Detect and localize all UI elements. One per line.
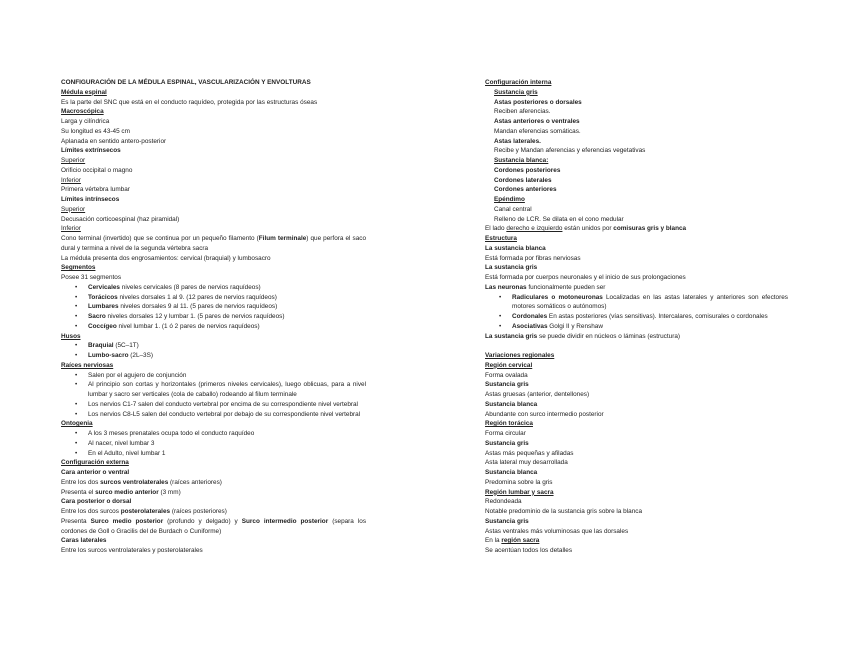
left-column	[61, 78, 366, 556]
text-run: Sustancia blanca	[485, 469, 538, 476]
text-run: Variaciones regionales	[485, 352, 555, 359]
text-run: La sustancia gris	[485, 264, 538, 272]
text-run: Filum terminale	[258, 235, 307, 242]
text-run: niveles dorsales 12 y lumbar 1. (5 pares de nervios raquídeos)	[105, 313, 285, 320]
text-run: Radiculares o motoneuronas	[512, 293, 603, 301]
text-run: (2L–3S)	[128, 352, 153, 359]
text-run: nivel lumbar 1. (1 ó 2 pares de nervios raquídeos)	[116, 322, 260, 330]
text-run: Asta lateral muy desarrollada	[485, 459, 568, 467]
text-line	[485, 478, 788, 488]
text-line	[485, 361, 788, 371]
text-line	[485, 254, 788, 264]
text-run: Es la parte del SNC que está en el conducto raquídeo, protegida por las estructuras óseas	[61, 98, 318, 106]
text-run: Entre los dos	[61, 478, 101, 486]
blank-line	[485, 341, 788, 351]
text-run: Astas anteriores o ventrales	[494, 118, 580, 125]
bullet-item	[61, 380, 366, 400]
text-run: En astas posteriores (vías sensitivas). Intercalares, comisurales o cordonales	[547, 313, 768, 320]
text-line	[61, 332, 366, 342]
text-line	[61, 458, 366, 468]
text-run: Relleno de LCR. Se dilata en el cono medular	[494, 215, 624, 223]
text-run: (profundo y delgado) y	[163, 517, 242, 525]
text-run: Macroscópica	[61, 108, 104, 116]
text-run: Sustancia gris	[485, 381, 529, 389]
text-run: Mandan eferencias somáticas.	[494, 127, 581, 135]
text-run: Epéndimo	[494, 196, 525, 203]
text-run: Surco intermedio posterior	[241, 517, 329, 525]
text-line	[485, 137, 788, 147]
bullet-item	[485, 293, 788, 313]
text-run: Configuración interna	[485, 79, 552, 86]
text-line	[485, 263, 788, 273]
bullet-item	[61, 410, 366, 420]
text-line	[485, 410, 788, 420]
text-run: Sacro	[88, 313, 106, 320]
right-column	[485, 78, 788, 556]
text-line	[485, 332, 788, 342]
text-run: Golgi II y Renshaw	[547, 322, 603, 330]
text-run: A los 3 meses prenatales ocupa todo el conducto raquídeo	[88, 430, 255, 437]
text-line	[485, 273, 788, 283]
text-run: Astas laterales.	[494, 137, 541, 145]
text-line	[485, 146, 788, 156]
text-line	[61, 215, 366, 225]
text-line	[485, 127, 788, 137]
text-run: La sustancia gris	[485, 332, 538, 340]
text-run: Límites intrínsecos	[61, 196, 120, 203]
text-line	[485, 400, 788, 410]
text-line	[485, 215, 788, 225]
text-run: Posee 31 segmentos	[61, 274, 122, 281]
text-line	[61, 478, 366, 488]
text-run: En el Adulto, nivel lumbar 1	[88, 449, 166, 457]
text-run: Forma circular	[485, 430, 526, 437]
text-line	[61, 137, 366, 147]
text-line	[485, 497, 788, 507]
text-run: Surco medio posterior	[90, 517, 164, 525]
text-run: Astas gruesas (anterior, dentellones)	[485, 391, 590, 398]
text-run: Los nervios C8-L5 salen del conducto vertebral por debajo de su correspondiente nivel vertebral	[88, 410, 361, 418]
text-line	[485, 185, 788, 195]
bullet-item	[61, 341, 366, 351]
text-line	[61, 517, 366, 537]
text-line	[61, 185, 366, 195]
text-line	[61, 205, 366, 215]
text-line	[485, 234, 788, 244]
text-line	[485, 458, 788, 468]
text-line	[61, 507, 366, 517]
text-run: Raíces nerviosas	[61, 361, 114, 369]
text-run: niveles dorsales 9 al 11. (5 pares de nervios raquídeos)	[118, 303, 278, 311]
text-line	[485, 98, 788, 108]
text-run: (raíces anteriores)	[168, 478, 222, 486]
text-line	[61, 224, 366, 234]
text-line	[61, 127, 366, 137]
text-run: Inferior	[61, 176, 81, 184]
text-run: posterolaterales	[120, 508, 171, 515]
text-run: Recibe y Mandan aferencias y eferencias vegetativas	[494, 147, 646, 155]
text-run: El lado	[485, 225, 507, 233]
text-run: Torácicos	[88, 293, 118, 301]
text-line	[485, 546, 788, 556]
text-run: Está formada por fibras nerviosas	[485, 254, 581, 262]
text-line	[61, 195, 366, 205]
text-run: Médula espinal	[61, 88, 107, 96]
text-run: Su longitud es 43-45 cm	[61, 127, 130, 135]
text-run: Larga y cilíndrica	[61, 118, 110, 125]
text-line	[485, 205, 788, 215]
text-run: (separa los cordones de Goll o Gracilis del de Burdach o Cuniforme)	[61, 517, 367, 535]
bullet-item	[61, 371, 366, 381]
text-line	[61, 419, 366, 429]
bullet-item	[61, 293, 366, 303]
text-run: ) que perfora el saco dural y termina a nivel de la segunda vértebra sacra	[61, 235, 367, 252]
text-line	[485, 468, 788, 478]
text-line	[485, 244, 788, 254]
text-line	[485, 371, 788, 381]
text-line	[485, 429, 788, 439]
text-run: Canal central	[494, 205, 532, 213]
text-run: CONFIGURACIÓN DE LA MÉDULA ESPINAL, VASCULARIZACIÓN Y ENVOLTURAS	[61, 79, 311, 86]
text-line	[485, 507, 788, 517]
text-run: Sustancia blanca	[485, 400, 538, 408]
text-line	[61, 146, 366, 156]
text-run: Redondeada	[485, 498, 522, 506]
text-line	[485, 224, 788, 234]
text-run: Los nervios C1-7 salen del conducto vertebral por encima de su correspondiente nivel vertebral	[88, 400, 358, 408]
text-run: Inferior	[61, 225, 81, 233]
text-line	[485, 527, 788, 537]
bullet-item	[61, 302, 366, 312]
text-run: Astas posteriores o dorsales	[494, 98, 582, 106]
text-line	[61, 254, 366, 264]
text-run: Abundante con surco intermedio posterior	[485, 410, 604, 418]
text-line	[485, 195, 788, 205]
text-run: Reciben aferencias.	[494, 108, 551, 116]
text-line	[485, 449, 788, 459]
text-run: (raíces posteriores)	[170, 508, 227, 515]
text-run: Coccígeo	[88, 322, 117, 330]
text-run: Está formada por cuerpos neuronales y el inicio de sus prolongaciones	[485, 274, 686, 281]
text-line	[485, 156, 788, 166]
text-run: Lumbo-sacro	[88, 352, 129, 359]
text-run: Forma ovalada	[485, 371, 528, 379]
text-line	[61, 176, 366, 186]
text-run: Las neuronas	[485, 283, 527, 291]
text-line	[485, 166, 788, 176]
text-run: Astas ventrales más voluminosas que las dorsales	[485, 527, 629, 535]
text-run: surco medio anterior	[95, 488, 159, 496]
text-run: Configuración externa	[61, 459, 129, 467]
text-run: Astas más pequeñas y afiladas	[485, 449, 574, 457]
text-run: Región torácica	[485, 420, 533, 428]
text-run: surcos ventrolaterales	[100, 478, 169, 486]
text-run: Segmentos	[61, 264, 96, 272]
text-line	[485, 419, 788, 429]
bullet-item	[61, 429, 366, 439]
text-run: Cara posterior o dorsal	[61, 498, 132, 506]
text-line	[61, 117, 366, 127]
text-run: están unidos por	[562, 225, 614, 233]
text-line	[61, 361, 366, 371]
text-run: Sustancia gris	[494, 88, 538, 96]
text-run: Lumbares	[88, 303, 119, 311]
text-run: Sustancia gris	[485, 517, 529, 525]
text-line	[485, 351, 788, 361]
text-run: Superior	[61, 205, 86, 213]
text-line	[61, 166, 366, 176]
text-run: Primera vértebra lumbar	[61, 186, 130, 194]
text-run: Cara anterior o ventral	[61, 469, 130, 476]
text-run: Entre los surcos ventrolaterales y posterolaterales	[61, 547, 203, 554]
text-run: (5C–1T)	[113, 342, 139, 350]
text-run: Al principio son cortas y horizontales (primeros niveles cervicales), luego oblicuas, para a nivel lumbar y sacro ser verticales (cola de caballo) rodeando al filum terminale	[88, 381, 366, 398]
bullet-item	[61, 439, 366, 449]
text-line	[61, 98, 366, 108]
bullet-item	[61, 351, 366, 361]
text-run: Estructura	[485, 235, 517, 242]
text-run: Braquial	[88, 342, 114, 350]
text-line	[485, 517, 788, 527]
text-run: En la	[485, 537, 502, 545]
text-run: funcionalmente pueden ser	[526, 283, 606, 291]
bullet-item	[61, 322, 366, 332]
text-run: Decusación corticoespinal (haz piramidal)	[61, 215, 180, 223]
text-run: región sacra	[501, 537, 540, 545]
text-run: Cono terminal (invertido) que se continua por un pequeño filamento (	[61, 235, 259, 242]
bullet-item	[61, 283, 366, 293]
text-run: Salen por el agujero de conjunción	[88, 371, 187, 379]
text-run: niveles cervicales (8 pares de nervios raquídeos)	[119, 283, 261, 291]
text-line	[61, 536, 366, 546]
text-run: Cervicales	[88, 283, 120, 291]
text-line	[61, 234, 366, 254]
text-run: Región cervical	[485, 361, 533, 369]
text-run: Entre los dos surcos	[61, 508, 121, 515]
text-run: Región lumbar y sacra	[485, 488, 554, 496]
text-run: Cordones posteriores	[494, 166, 561, 174]
text-run: Presenta el	[61, 488, 96, 496]
text-run: Ontogenia	[61, 420, 93, 428]
bullet-item	[485, 322, 788, 332]
text-run: La médula presenta dos engrosamientos: cervical (braquial) y lumbosacro	[61, 254, 271, 262]
text-run: Presenta	[61, 517, 91, 525]
text-run: Cordones anteriores	[494, 186, 557, 194]
text-run: Localizadas en las astas laterales y anteriores son efectores motores somáticos o autónomos)	[512, 293, 788, 311]
text-run: Asociativas	[512, 322, 548, 330]
text-run: Se acentúan todos los detalles	[485, 547, 573, 554]
text-run: Cordones laterales	[494, 176, 552, 184]
text-run: Cordonales	[512, 313, 548, 320]
bullet-item	[61, 312, 366, 322]
text-line	[485, 283, 788, 293]
text-line	[61, 88, 366, 98]
text-run: Al nacer, nivel lumbar 3	[88, 439, 155, 447]
bullet-item	[61, 400, 366, 410]
text-line	[485, 107, 788, 117]
text-run: derecho e izquierdo	[506, 225, 563, 233]
text-run: Predomina sobre la gris	[485, 478, 553, 486]
text-line	[61, 156, 366, 166]
text-line	[485, 380, 788, 390]
text-run: Sustancia blanca:	[494, 157, 549, 164]
text-run: Superior	[61, 157, 86, 164]
text-line	[485, 176, 788, 186]
text-line	[61, 263, 366, 273]
text-line	[485, 88, 788, 98]
text-run: Caras laterales	[61, 537, 107, 545]
text-run: comisuras gris y blanca	[613, 225, 687, 233]
text-line	[61, 546, 366, 556]
text-run: Notable predominio de la sustancia gris sobre la blanca	[485, 508, 643, 515]
text-run: niveles dorsales 1 al 9. (12 pares de nervios raquídeos)	[117, 293, 277, 301]
text-line	[485, 117, 788, 127]
text-line	[61, 107, 366, 117]
bullet-item	[61, 449, 366, 459]
text-run: La sustancia blanca	[485, 244, 546, 252]
text-run: Husos	[61, 332, 81, 340]
text-run: se puede dividir en núcleos o láminas (estructura)	[537, 332, 681, 340]
text-line	[61, 488, 366, 498]
text-line	[485, 488, 788, 498]
bullet-item	[485, 312, 788, 322]
text-line	[61, 468, 366, 478]
text-run: Sustancia gris	[485, 439, 529, 447]
text-line	[485, 439, 788, 449]
text-run: Límites extrínsecos	[61, 147, 121, 155]
text-line	[485, 536, 788, 546]
text-line	[61, 273, 366, 283]
text-run: (3 mm)	[158, 488, 181, 496]
text-line	[61, 497, 366, 507]
text-line	[61, 78, 366, 88]
text-run: Orificio occipital o magno	[61, 166, 133, 174]
text-run: Aplanada en sentido antero-posterior	[61, 137, 167, 145]
text-line	[485, 78, 788, 88]
text-line	[485, 390, 788, 400]
